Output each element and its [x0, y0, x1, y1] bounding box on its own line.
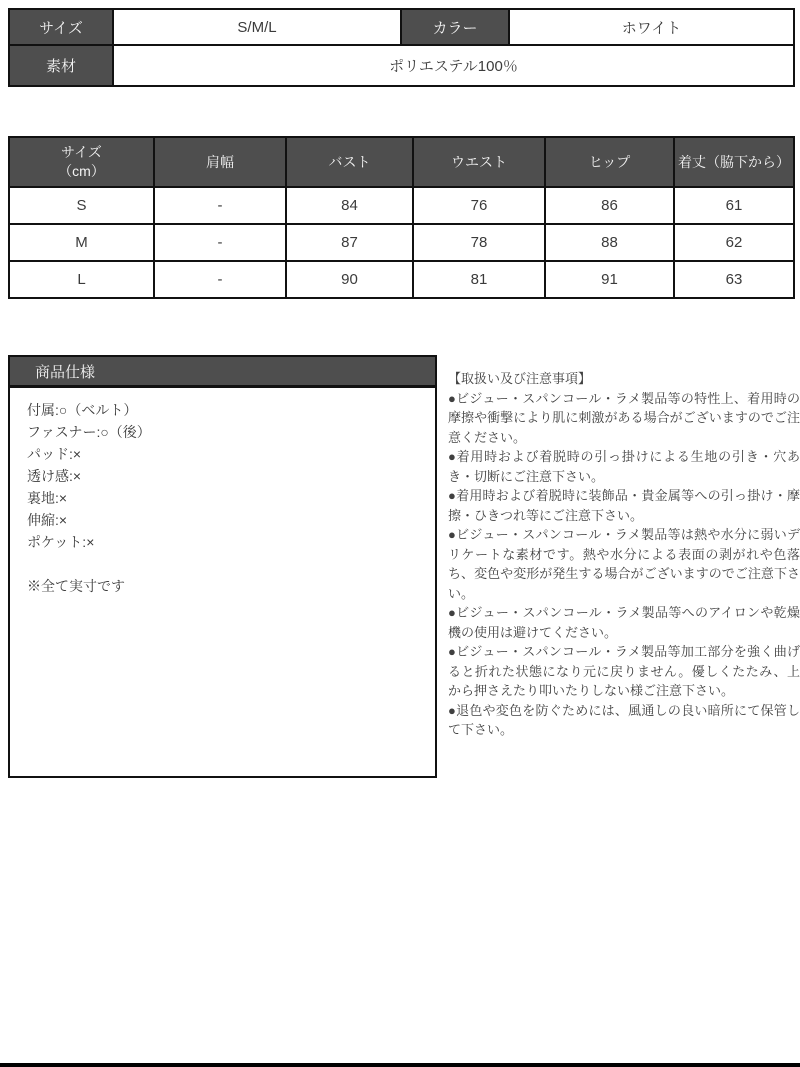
handling-notes-title: 【取扱い及び注意事項】 — [448, 371, 592, 386]
product-spec-box — [8, 355, 437, 778]
size-header-line1: サイズ — [61, 144, 102, 160]
waist-header-cell: ウエスト — [413, 137, 545, 187]
handling-notes — [448, 355, 800, 740]
length-header-cell: 着丈（脇下から） — [674, 137, 794, 187]
bottom-section — [8, 355, 800, 778]
size-chart-header-row — [9, 137, 794, 187]
size-cell: M — [9, 224, 154, 261]
spec-item: ファスナー:○（後） — [27, 424, 151, 440]
color-label-cell: カラー — [401, 9, 509, 45]
hip-cell: 86 — [545, 187, 674, 224]
size-chart-table — [8, 136, 795, 299]
spec-item: パッド:× — [27, 446, 82, 462]
handling-note-item: ●ビジュー・スパンコール・ラメ製品等は熱や水分に弱いデリケートな素材です。熱や水分による表面の剥がれや色落ち、変色や変形が発生する場合がございますのでご注意下さい。 — [448, 527, 800, 601]
length-cell: 61 — [674, 187, 794, 224]
handling-note-item: ●ビジュー・スパンコール・ラメ製品等へのアイロンや乾燥機の使用は避けてください。 — [448, 605, 800, 640]
length-cell: 62 — [674, 224, 794, 261]
spec-note: ※全て実寸です — [27, 578, 125, 594]
table-row — [9, 45, 794, 86]
size-chart-row-s — [9, 187, 794, 224]
size-label-cell: サイズ — [9, 9, 113, 45]
material-value-cell: ポリエステル100％ — [113, 45, 794, 86]
hip-header-cell: ヒップ — [545, 137, 674, 187]
size-cm-header-cell — [9, 137, 154, 187]
handling-note-item: ●ビジュー・スパンコール・ラメ製品等の特性上、着用時の摩擦や衝撃により肌に刺激がある場合がございますのでご注意ください。 — [448, 390, 800, 445]
size-cell: L — [9, 261, 154, 298]
size-chart-row-l — [9, 261, 794, 298]
waist-cell: 76 — [413, 187, 545, 224]
size-chart-row-m — [9, 224, 794, 261]
bust-cell: 87 — [286, 224, 413, 261]
size-cell: S — [9, 187, 154, 224]
hip-cell: 91 — [545, 261, 674, 298]
bust-cell: 90 — [286, 261, 413, 298]
spec-item: 伸縮:× — [27, 512, 68, 528]
bust-cell: 84 — [286, 187, 413, 224]
product-info-table — [8, 8, 795, 87]
spec-box-body — [10, 388, 435, 776]
spec-item: 付属:○（ベルト） — [27, 402, 138, 418]
table-row — [9, 9, 794, 45]
handling-note-item: ●ビジュー・スパンコール・ラメ製品等加工部分を強く曲げると折れた状態になり元に戻りません。優しくたたみ、上から押さえたり叩いたりしない様ご注意下さい。 — [448, 644, 800, 698]
shoulder-cell: - — [154, 261, 286, 298]
waist-cell: 81 — [413, 261, 545, 298]
size-header-line2: （cm） — [58, 163, 105, 179]
color-value-cell: ホワイト — [509, 9, 794, 45]
spec-item: 裏地:× — [27, 490, 68, 506]
bust-header-cell: バスト — [286, 137, 413, 187]
shoulder-cell: - — [154, 224, 286, 261]
spacer — [27, 553, 423, 575]
handling-note-item: ●着用時および着脱時に装飾品・貴金属等への引っ掛け・摩擦・ひきつれ等にご注意下さい。 — [448, 488, 800, 523]
spec-item: 透け感:× — [27, 468, 82, 484]
length-cell: 63 — [674, 261, 794, 298]
waist-cell: 78 — [413, 224, 545, 261]
spec-item: ポケット:× — [27, 534, 95, 550]
material-label-cell: 素材 — [9, 45, 113, 86]
spec-box-title: 商品仕様 — [10, 357, 435, 388]
handling-note-item: ●退色や変色を防ぐためには、風通しの良い暗所にて保管して下さい。 — [448, 702, 800, 737]
bottom-divider-line — [0, 1063, 800, 1067]
handling-note-item: ●着用時および着脱時の引っ掛けによる生地の引き・穴あき・切断にご注意下さい。 — [448, 449, 800, 484]
size-value-cell: S/M/L — [113, 9, 401, 45]
hip-cell: 88 — [545, 224, 674, 261]
shoulder-header-cell: 肩幅 — [154, 137, 286, 187]
shoulder-cell: - — [154, 187, 286, 224]
